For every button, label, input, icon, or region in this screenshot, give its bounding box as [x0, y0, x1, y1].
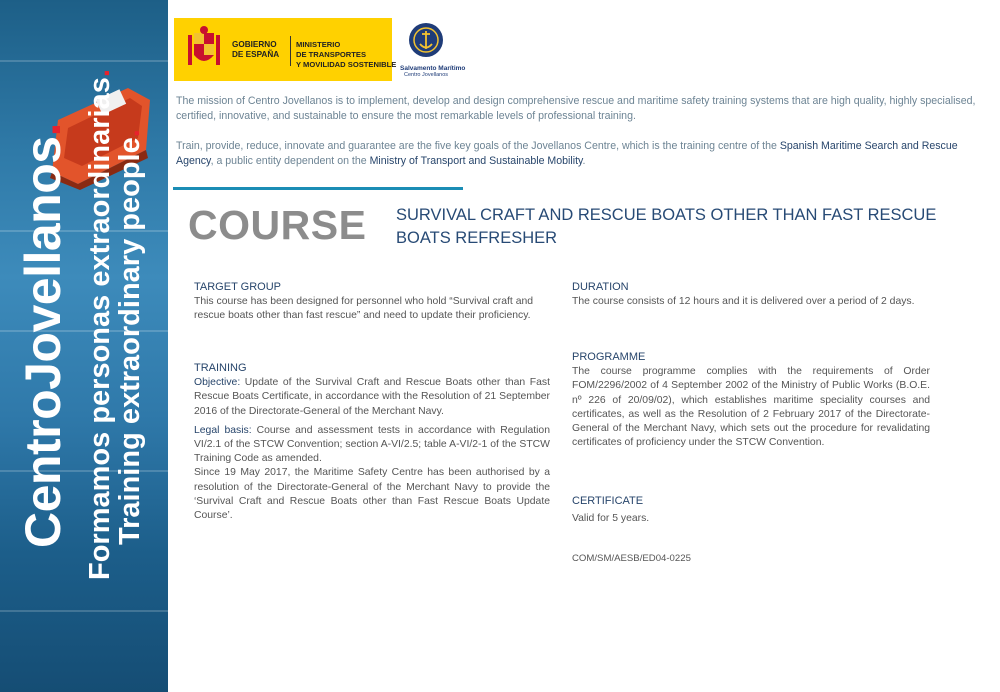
certificate-heading: CERTIFICATE — [572, 495, 644, 507]
programme-text: The course programme complies with the requirements of Order FOM/2296/2002 of 4 September 2002 of the Ministry of Public Works (B.O.E. nº 226 of 20/09/02), which establishes maritime speciality courses and certificates, as well as the Resolution of 2 February 2017 of the Directorate-General of the Merchant Navy, which sets out the procedure for revalidating certificates of proficiency under the STCW Convention. — [572, 366, 930, 449]
government-logo — [174, 18, 397, 81]
side-banner — [0, 0, 168, 692]
course-title: SURVIVAL CRAFT AND RESCUE BOATS OTHER THAN FAST RESCUE BOATS REFRESHER — [396, 206, 937, 247]
objective-label: Objective: — [194, 377, 241, 389]
wave-line — [0, 60, 168, 62]
goals-text: , a public entity dependent on the — [210, 155, 370, 167]
goals-paragraph — [176, 139, 986, 169]
goals-text: Train, provide, reduce, innovate and guarantee are the five key goals of the Jovellanos Centre, which is the training centre of the — [176, 140, 780, 152]
legal-text: Course and assessment tests in accordance with Regulation VI/2.1 of the STCW Convention; section A-VI/2.5; table A-VI/2-1 of the STCW Training Code as amended. — [194, 424, 550, 465]
programme-heading: PROGRAMME — [572, 351, 646, 363]
agency-name: Spanish Maritime Search and Rescue Agency — [176, 140, 958, 167]
document-code: COM/SM/AESB/ED04-0225 — [572, 553, 691, 564]
tagline-en-text: Training extraordinary people — [114, 137, 146, 545]
brand-text: CentroJovellanos. — [15, 123, 71, 548]
duration-section — [572, 280, 930, 309]
target-group-text: This course has been designed for personnel who hold “Survival craft and rescue boats other than fast rescue” and need to update their proficiency. — [194, 296, 534, 322]
certificate-text: Valid for 5 years. — [572, 513, 650, 525]
duration-heading: DURATION — [572, 281, 629, 293]
divider-rule — [173, 187, 463, 190]
gov-name: GOBIERNO DE ESPAÑA — [232, 40, 280, 59]
legal-paragraph — [194, 424, 550, 467]
certificate-section — [572, 494, 930, 526]
course-label: COURSE — [188, 202, 367, 248]
target-group-section — [194, 280, 550, 324]
training-section — [194, 361, 550, 523]
authorisation-paragraph: Since 19 May 2017, the Maritime Safety Centre has been authorised by a resolution of the Directorate-General of the Merchant Navy to provide the ‘Survival Craft and Rescue Boats other than Fast Rescue Boats Update Course’. — [194, 467, 550, 522]
coat-of-arms-icon — [184, 25, 224, 73]
tagline-es: Formamos personas extraordinarias. — [84, 69, 116, 580]
tagline-en: Training extraordinary people. — [114, 129, 146, 545]
tagline-es-text: Formamos personas extraordinarias — [84, 77, 116, 580]
sasemar-logo — [400, 22, 466, 80]
ministry-link-text: Ministry of Transport and Sustainable Mobility — [369, 155, 583, 167]
duration-text: The course consists of 12 hours and it is delivered over a period of 2 days. — [572, 296, 915, 308]
programme-section — [572, 350, 930, 450]
sasemar-emblem-icon — [408, 22, 444, 58]
sasemar-sub: Centro Jovellanos — [403, 72, 449, 78]
ministry-name: MINISTERIO DE TRANSPORTES Y MOVILIDAD SOSTENIBLE — [296, 40, 397, 69]
mission-paragraph: The mission of Centro Jovellanos is to implement, develop and design comprehensive rescue and maritime safety training systems that are high quality, highly specialised, certified, innovative, and sustainable to ensure the most remarkable levels of professional training. — [176, 95, 976, 122]
brand-name: CentroJovellanos — [15, 136, 71, 548]
sasemar-name: Salvamento Marítimo — [400, 65, 466, 72]
goals-text: . — [582, 155, 586, 167]
target-group-heading: TARGET GROUP — [194, 281, 281, 293]
objective-text: Update of the Survival Craft and Rescue Boats other than Fast Rescue Boats Certificate, in accordance with the Resolution of 21 September 2016 of the Directorate-General of the Merchant Navy. — [194, 377, 550, 417]
training-heading: TRAINING — [194, 362, 247, 374]
legal-label: Legal basis: — [194, 424, 252, 436]
wave-line — [0, 610, 168, 612]
objective-paragraph — [194, 376, 550, 419]
divider — [290, 36, 291, 66]
